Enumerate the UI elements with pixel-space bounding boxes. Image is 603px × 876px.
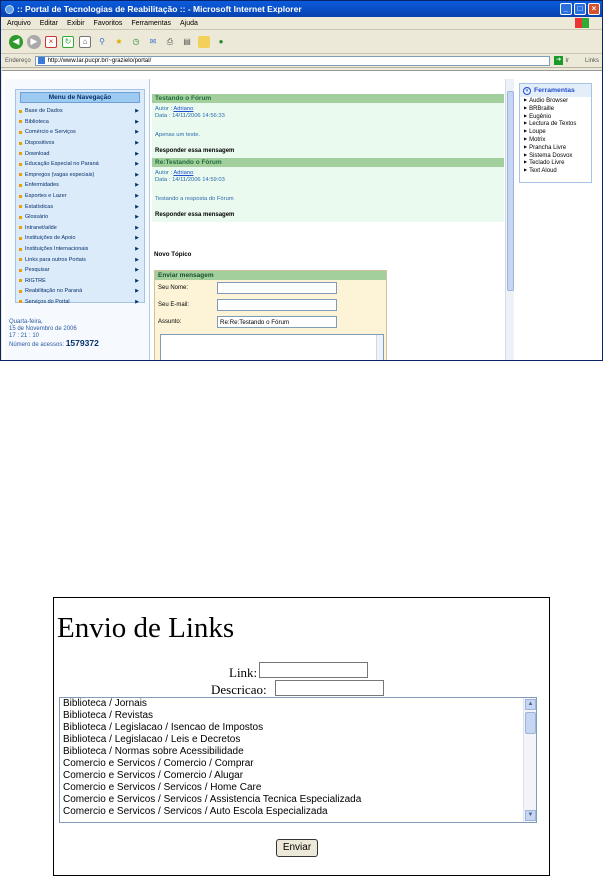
toolbar xyxy=(1,30,602,54)
menu-favoritos[interactable]: Favoritos xyxy=(93,19,123,27)
bullet-icon xyxy=(19,226,22,229)
email-row xyxy=(155,297,386,314)
minimize-button[interactable]: _ xyxy=(560,3,572,15)
bullet-icon xyxy=(19,216,22,219)
list-option[interactable]: Comercio e Servicos / Servicos / Auto Escola Especializada xyxy=(63,806,328,817)
author-link[interactable]: Adriano xyxy=(173,170,194,176)
history-icon[interactable]: ◷ xyxy=(132,37,140,46)
links-label[interactable]: Links xyxy=(584,57,599,64)
page-icon xyxy=(38,57,45,64)
left-column xyxy=(5,79,150,361)
chevron-down-icon: ˅ xyxy=(523,87,531,95)
nav-title: Menu de Navegação xyxy=(20,92,140,103)
list-option[interactable]: Biblioteca / Revistas xyxy=(63,710,154,721)
refresh-icon[interactable]: ↻ xyxy=(62,36,74,48)
stop-icon[interactable]: × xyxy=(45,36,57,48)
chevron-right-icon: ▶ xyxy=(135,182,139,189)
chevron-right-icon: ▶ xyxy=(135,108,139,115)
nav-item-dispositivos[interactable] xyxy=(16,138,144,149)
author-link[interactable]: Adriano xyxy=(173,106,194,112)
nav-label: Empregos (vagas especiais) xyxy=(25,171,95,178)
textarea-scrollbar[interactable] xyxy=(376,335,383,361)
post-body xyxy=(152,167,504,222)
nav-item-educacao-especial[interactable] xyxy=(16,159,144,170)
nav-item-estatisticas[interactable] xyxy=(16,201,144,212)
list-option[interactable]: Comercio e Servicos / Servicos / Assistencia Tecnica Especializada xyxy=(63,794,362,805)
links-form-title: Envio de Links xyxy=(57,612,235,644)
list-option[interactable]: Biblioteca / Normas sobre Acessibilidade xyxy=(63,746,244,757)
nav-item-instituicoes-de-apoio[interactable] xyxy=(16,233,144,244)
edit-icon[interactable]: ▤ xyxy=(183,37,191,46)
chevron-right-icon: ▶ xyxy=(135,224,139,231)
chevron-right-icon: ▶ xyxy=(135,161,139,168)
nav-label: Pesquisar xyxy=(25,267,50,274)
nav-item-reabilitacao-no-parana[interactable] xyxy=(16,286,144,297)
forum-area xyxy=(152,94,504,326)
post-date: Data : 14/11/2006 14:56:33 xyxy=(155,113,225,119)
tool-item[interactable]: ▶ Lectura de Textos xyxy=(520,120,591,128)
nav-label: Instituições de Apoio xyxy=(25,235,76,242)
chevron-right-icon: ▶ xyxy=(135,288,139,295)
chevron-right-icon: ▶ xyxy=(135,118,139,125)
link-label: Link: xyxy=(229,665,258,680)
nav-label: Estatísticas xyxy=(25,203,54,210)
chevron-right-icon: ▶ xyxy=(135,140,139,147)
list-option[interactable]: Comercio e Servicos / Comercio / Alugar xyxy=(63,770,244,781)
forum-post xyxy=(152,158,504,222)
nav-item-links-para-outros-portais[interactable] xyxy=(16,254,144,265)
nav-label: Links para outros Portais xyxy=(25,256,86,263)
nav-item-intranet[interactable] xyxy=(16,223,144,234)
nav-label: Reabilitação no Paraná xyxy=(25,288,83,295)
bullet-icon xyxy=(19,290,22,293)
subject-label: Assunto: xyxy=(158,319,182,325)
bullet-icon xyxy=(19,195,22,198)
favorites-icon[interactable]: ★ xyxy=(115,37,123,46)
chevron-right-icon: ▶ xyxy=(135,214,139,221)
back-icon[interactable]: ◀ xyxy=(9,35,23,49)
nav-label: Glossário xyxy=(25,214,49,221)
nav-label: Serviços do Portal xyxy=(25,298,70,305)
nav-label: Esportes e Lazer xyxy=(25,193,67,200)
tool-item[interactable]: ▶ Audio Browser xyxy=(520,97,591,105)
menu-bar xyxy=(1,17,602,30)
links-form xyxy=(53,597,550,876)
subject-input[interactable]: Re:Re:Testando o Fórum xyxy=(217,316,337,328)
ie-logo-icon xyxy=(5,5,14,14)
nav-label: Intranet/ailde xyxy=(25,224,57,231)
nav-item-biblioteca[interactable] xyxy=(16,117,144,128)
post-message: Testando a resposta do Fórum xyxy=(155,196,234,202)
chevron-right-icon: ▶ xyxy=(135,150,139,157)
nav-item-enfermidades[interactable] xyxy=(16,180,144,191)
send-message-title: Enviar mensagem xyxy=(155,271,386,280)
nav-label: Download xyxy=(25,150,50,157)
listbox-scrollbar[interactable] xyxy=(523,698,536,822)
close-button[interactable]: × xyxy=(588,3,600,15)
nav-label: Instituições Internacionais xyxy=(25,246,89,253)
address-url: http://www.lar.pucpr.br/~grazielo/portal/ xyxy=(47,57,152,64)
go-button[interactable] xyxy=(554,56,569,65)
post-message: Apenas um teste. xyxy=(155,132,201,138)
chevron-right-icon: ▶ xyxy=(135,235,139,242)
name-row xyxy=(155,280,386,297)
tools-panel xyxy=(519,83,592,183)
tool-item[interactable]: ▶ Sistema Dosvox xyxy=(520,152,591,160)
nav-item-rigtre[interactable] xyxy=(16,276,144,287)
date: 15 de Novembro de 2006 xyxy=(9,326,77,332)
nav-item-empregos[interactable] xyxy=(16,170,144,181)
folder-icon[interactable] xyxy=(198,36,210,48)
submit-button[interactable]: Enviar xyxy=(276,839,318,857)
home-icon[interactable]: ⌂ xyxy=(79,36,91,48)
print-icon[interactable]: ⎙ xyxy=(166,36,174,46)
post-body xyxy=(152,103,504,158)
scroll-down-icon[interactable]: ▼ xyxy=(525,810,536,821)
menu-arquivo[interactable]: Arquivo xyxy=(7,19,31,27)
send-message-form xyxy=(154,270,387,361)
list-option[interactable]: Biblioteca / Jornais xyxy=(63,698,147,709)
forward-icon[interactable]: ▶ xyxy=(27,35,41,49)
bullet-icon xyxy=(19,152,22,155)
go-label: Ir xyxy=(565,57,569,64)
chevron-right-icon: ▶ xyxy=(135,277,139,284)
tools-title: Ferramentas xyxy=(534,87,575,94)
scrollbar-thumb[interactable] xyxy=(507,91,514,291)
chevron-right-icon: ▶ xyxy=(135,193,139,200)
bullet-icon xyxy=(19,205,22,208)
nav-item-pesquisar[interactable] xyxy=(16,265,144,276)
tool-item[interactable]: ▶ Prancha Livre xyxy=(520,144,591,152)
reply-link[interactable]: Responder essa mensagem xyxy=(155,148,235,154)
weekday: Quarta-feira, xyxy=(9,319,43,325)
list-option[interactable]: Biblioteca / Legislacao / Isencao de Impostos xyxy=(63,722,264,733)
category-listbox[interactable] xyxy=(59,697,537,823)
bullet-icon xyxy=(19,269,22,272)
page-content xyxy=(2,70,602,361)
chevron-right-icon: ▶ xyxy=(135,129,139,136)
go-arrow-icon: ➜ xyxy=(556,57,562,63)
chevron-right-icon: ▶ xyxy=(135,298,139,305)
visits-value: 1579372 xyxy=(65,338,99,348)
nav-label: RIGTRE xyxy=(25,277,46,284)
nav-label: Dispositivos xyxy=(25,140,55,147)
bullet-icon xyxy=(19,300,22,303)
post-author xyxy=(155,170,501,177)
bullet-icon xyxy=(19,248,22,251)
forum-post xyxy=(152,94,504,158)
email-label: Seu E-mail: xyxy=(158,302,190,308)
nav-label: Biblioteca xyxy=(25,118,49,125)
name-input[interactable] xyxy=(217,282,337,294)
tool-item[interactable]: ▶ Eugênio xyxy=(520,113,591,121)
post-date: Data : 14/11/2006 14:59:03 xyxy=(155,177,225,183)
nav-item-download[interactable] xyxy=(16,148,144,159)
nav-item-comercio-e-servicos[interactable] xyxy=(16,127,144,138)
tool-item[interactable]: ▶ Text Aloud xyxy=(520,167,591,175)
chevron-right-icon: ▶ xyxy=(135,246,139,253)
menu-exibir[interactable]: Exibir xyxy=(67,19,85,27)
list-option[interactable]: Biblioteca / Legislacao / Leis e Decretos xyxy=(63,734,241,745)
post-title: Testando o Fórum xyxy=(152,94,504,103)
bullet-icon xyxy=(19,142,22,145)
bullet-icon xyxy=(19,258,22,261)
menu-ferramentas[interactable]: Ferramentas xyxy=(131,19,172,27)
post-author xyxy=(155,106,501,113)
name-label: Seu Nome: xyxy=(158,285,189,291)
tool-item[interactable]: ▶ Teclado Livre xyxy=(520,159,591,167)
bullet-icon xyxy=(19,184,22,187)
nav-item-instituicoes-internacionais[interactable] xyxy=(16,244,144,255)
message-textarea[interactable] xyxy=(160,334,384,361)
clock: 17 : 21 : 10 xyxy=(9,333,40,339)
menu-ajuda[interactable]: Ajuda xyxy=(180,19,198,27)
reply-link[interactable]: Responder essa mensagem xyxy=(155,212,235,218)
windows-logo-icon xyxy=(575,18,589,28)
link-input[interactable] xyxy=(259,662,368,678)
nav-label: Educação Especial no Paraná xyxy=(25,161,99,168)
title-bar xyxy=(1,1,602,17)
chevron-right-icon: ▶ xyxy=(135,171,139,178)
address-input[interactable] xyxy=(35,56,551,66)
bullet-icon xyxy=(19,131,22,134)
mail-icon[interactable]: ✉ xyxy=(149,37,157,46)
navigation-menu xyxy=(15,89,145,303)
nav-label: Base de Dados xyxy=(25,108,63,115)
address-label: Endereço xyxy=(5,57,31,64)
scroll-up-icon[interactable]: ▲ xyxy=(525,699,536,710)
description-input[interactable] xyxy=(275,680,384,696)
nav-item-base-de-dados[interactable] xyxy=(16,106,144,117)
post-title: Re:Testando o Fórum xyxy=(152,158,504,167)
visit-counter xyxy=(9,340,147,349)
email-input[interactable] xyxy=(217,299,337,311)
subject-row xyxy=(155,314,386,331)
list-option[interactable]: Comercio e Servicos / Servicos / Home Care xyxy=(63,782,262,793)
messenger-icon[interactable]: ● xyxy=(218,37,224,46)
list-option[interactable]: Comercio e Servicos / Comercio / Comprar xyxy=(63,758,254,769)
bullet-icon xyxy=(19,279,22,282)
menu-editar[interactable]: Editar xyxy=(39,19,59,27)
nav-label: Comércio e Serviços xyxy=(25,129,76,136)
tool-item[interactable]: ▶ Loupe xyxy=(520,128,591,136)
date-box xyxy=(9,319,147,349)
nav-label: Enfermidades xyxy=(25,182,59,189)
bullet-icon xyxy=(19,120,22,123)
chevron-right-icon: ▶ xyxy=(135,256,139,263)
author-label: Autor : xyxy=(155,106,173,112)
scrollbar-thumb[interactable] xyxy=(525,712,536,734)
chevron-right-icon: ▶ xyxy=(135,267,139,274)
description-label: Descricao: xyxy=(211,682,267,697)
tool-item[interactable]: ▶ Motrix xyxy=(520,136,591,144)
page-scrollbar[interactable] xyxy=(505,79,514,361)
maximize-button[interactable]: □ xyxy=(574,3,586,15)
bullet-icon xyxy=(19,237,22,240)
tool-item[interactable]: ▶ BRBraille xyxy=(520,105,591,113)
chevron-right-icon: ▶ xyxy=(135,203,139,210)
search-icon[interactable]: ⚲ xyxy=(99,37,105,46)
address-bar xyxy=(1,54,602,68)
visits-label: Número de acessos: xyxy=(9,342,65,348)
nav-item-servicos-do-portal[interactable] xyxy=(16,297,144,308)
browser-window xyxy=(0,0,603,361)
new-topic-link[interactable]: Novo Tópico xyxy=(154,251,192,258)
bullet-icon xyxy=(19,163,22,166)
bullet-icon xyxy=(19,173,22,176)
tools-header xyxy=(520,84,591,97)
author-label: Autor : xyxy=(155,170,173,176)
bullet-icon xyxy=(19,110,22,113)
nav-item-esportes-e-lazer[interactable] xyxy=(16,191,144,202)
nav-item-glossario[interactable] xyxy=(16,212,144,223)
window-title: :: Portal de Tecnologias de Reabilitação :: - Microsoft Internet Explorer xyxy=(17,4,302,14)
